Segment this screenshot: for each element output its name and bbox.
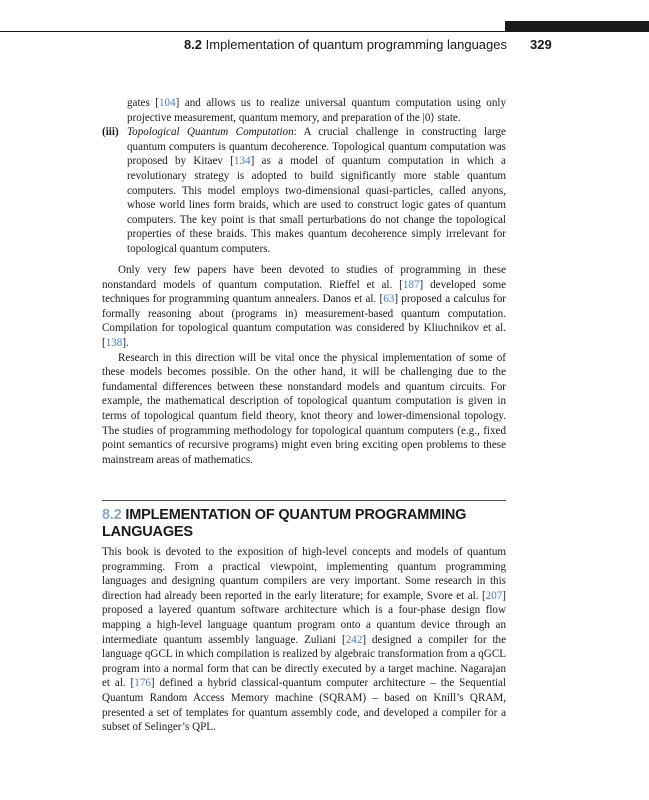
- paragraph-2: Research in this direction will be vital once the physical implementation of some of these models becomes possible. On the other hand, it will be challenging due to the fundamental differences between these nonstandard models and quantum circuits. For example, the mathematical description of topological quantum computation is given in terms of topological quantum field theory, knot theory and lower-dimensional topology. The studies of programming methodology for topological quantum computers (e.g., fixed point semantics of recursive programs) might even bring exciting open problems to these mainstream areas of mathematics.: [102, 351, 506, 466]
- header-rule: [0, 31, 649, 32]
- text: ] proposed a layered quantum software architecture which is a four-phase design flow mapping a high-level language quantum program onto a quantum device through an intermediate quantum assembly language. Zuliani [: [102, 589, 506, 646]
- list-continuation: [102, 96, 506, 257]
- text: gates [: [127, 97, 159, 109]
- list-item-continued: [102, 96, 506, 125]
- running-head-title: Implementation of quantum programming languages: [205, 37, 507, 52]
- citation-link[interactable]: 242: [345, 633, 363, 646]
- text: ] designed a compiler for the language qGCL in which compilation is realized by algebraic transformation from a qGCL program into a normal form that can be directly executed by a target machine. Nagarajan et al. [: [102, 633, 506, 690]
- list-item-iii: [102, 125, 506, 256]
- page-number: 329: [530, 37, 552, 52]
- list-item-continued-text: [127, 96, 506, 125]
- citation-link[interactable]: 207: [485, 589, 503, 602]
- section-body: [102, 545, 506, 735]
- text: ] as a model of quantum computation in which a revolutionary strategy is adopted to build significantly more stable quantum computers. This model employs two-dimensional quasi-particles, called anyons, whose world lines form braids, which are used to construct logic gates of quantum computers. The key point is that small perturbations do not change the topological properties of these braids. This makes quantum decoherence simply irrelevant for topological quantum computers.: [127, 155, 506, 255]
- header-bar: [505, 21, 649, 31]
- citation-link[interactable]: 138: [105, 336, 123, 349]
- citation-link[interactable]: 134: [233, 155, 251, 168]
- list-marker: (iii): [102, 126, 119, 139]
- paragraph-1: [102, 263, 506, 351]
- text: ] and allows us to realize universal quantum computation using only projective measurement, quantum memory, and preparation of the |0⟩ state.: [127, 97, 506, 124]
- body-paragraphs: [102, 263, 506, 467]
- section-number: 8.2: [102, 507, 122, 523]
- citation-link[interactable]: 104: [158, 97, 176, 109]
- text: ].: [122, 336, 129, 349]
- section-paragraph: [102, 545, 506, 735]
- running-head: [184, 37, 507, 52]
- list-item-title: Topological Quantum Computation: [127, 126, 294, 139]
- list-item-iii-text: [127, 125, 506, 256]
- section-heading: [102, 507, 506, 541]
- text: : A crucial challenge in constructing large quantum computers is quantum decoherence. Topological quantum computation was proposed by Kitaev [: [127, 126, 506, 168]
- text: ] proposed a calculus for formally reasoning about (programs in) measurement-based quantum computation. Compilation for topological quantum computation was considered by Kliuchnikov et al. [: [102, 293, 506, 349]
- text: ] developed some techniques for programming quantum annealers. Danos et al. [: [102, 278, 506, 306]
- citation-link[interactable]: 63: [383, 293, 395, 306]
- running-head-section-number: 8.2: [183, 37, 203, 52]
- section-rule: [102, 500, 506, 501]
- citation-link[interactable]: 187: [402, 278, 420, 291]
- text: This book is devoted to the exposition of high-level concepts and models of quantum programming. From a practical viewpoint, implementing quantum programming languages and designing quantum compilers are very important. Some research in this direction had already been reported in the early literature; for example, Svore et al. [: [102, 546, 506, 602]
- section-title: IMPLEMENTATION OF QUANTUM PROGRAMMING LANGUAGES: [102, 507, 467, 540]
- text: Only very few papers have been devoted to studies of programming in these nonstandard models of quantum computation. Rieffel et al. [: [102, 264, 506, 291]
- citation-link[interactable]: 176: [134, 677, 151, 690]
- text: ] defined a hybrid classical-quantum computer architecture – the Sequential Quantum Random Access Memory machine (SQRAM) – based on Knill’s QRAM, presented a set of templates for quantum assembly code, and developed a compiler for a subset of Selinger’s QPL.: [102, 677, 507, 734]
